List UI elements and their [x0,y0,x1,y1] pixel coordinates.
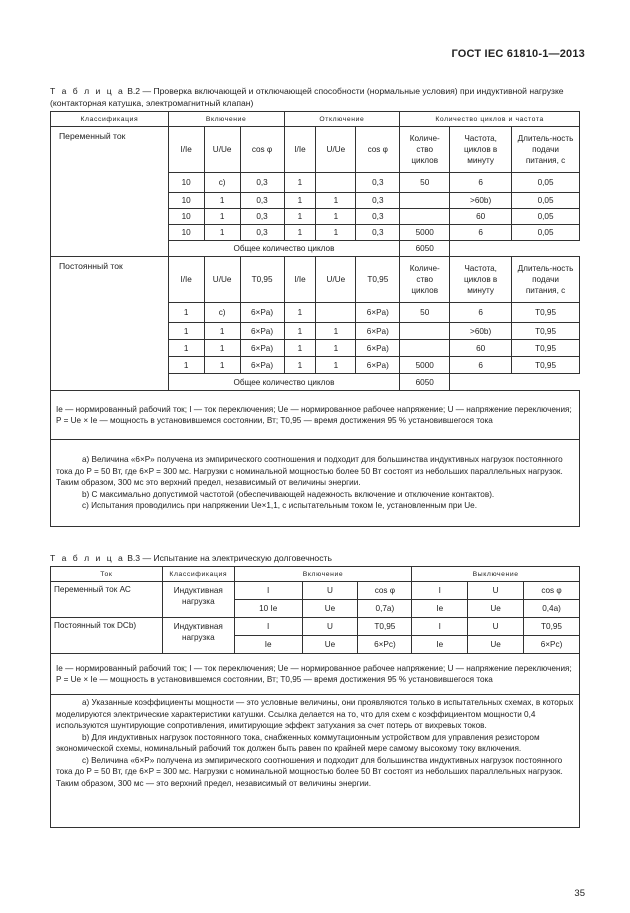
caption-text: В.3 — Испытание на электрическую долговечность [127,553,332,563]
cell: 10 Ie [234,600,302,618]
cell [400,340,450,357]
cell: 5000 [400,225,450,241]
note-b: b) Для индуктивных нагрузок постоянного тока, снабженных коммутационным устройством для управления резистором экономической схемы, номинальный рабочий ток должен быть равен по крайней мере самому высокому току включения. [56,732,540,753]
cell: 0,05 [512,193,580,209]
cell: I [234,582,302,600]
table-b2-caption [50,85,580,109]
sub-cell: Частота, циклов в минуту [450,127,512,173]
table-header-row [51,112,580,127]
cell [400,323,450,340]
sub-cell: cos φ [356,127,400,173]
table-b3 [50,566,580,828]
caption-text: В.2 — Проверка включающей и отключающей способности (нормальные условия) при индуктивной нагрузке (контакторная катушка, электромагнитный клапан) [50,86,564,108]
cell: 6×Pa) [356,303,400,323]
cell: c) [204,173,240,193]
cell: 1 [316,340,356,357]
header-classification: Классификация [162,567,234,582]
total-value: 6050 [400,241,450,257]
cell: cos φ [358,582,412,600]
cell: 6×Pa) [240,323,284,340]
cell: 1 [204,225,240,241]
cell: 1 [168,303,204,323]
cell: 1 [204,209,240,225]
cell: 1 [204,323,240,340]
sub-cell: I/Ie [168,127,204,173]
cell: 6 [450,357,512,374]
cell: 1 [284,173,316,193]
note-b: b) С максимально допустимой частотой (обеспечивающей надежность включение и отключение контактов). [82,489,495,499]
page-number: 35 [574,888,585,899]
cell [316,173,356,193]
sub-cell: T0,95 [356,257,400,303]
notes [51,695,580,828]
cell: 1 [204,357,240,374]
cell: 10 [168,209,204,225]
cell: 6×Pa) [356,357,400,374]
header-current: Ток [51,567,163,582]
cell [400,209,450,225]
sub-cell: U/Ue [204,127,240,173]
cell: 1 [284,193,316,209]
cell: 0,05 [512,173,580,193]
cell: cos φ [524,582,580,600]
legend-row [51,391,580,440]
note-c: c) Величина «6×P» получена из эмпирического соотношения и подходит для большинства индуктивных нагрузок постоянного тока до P = 50 Вт, где 6×P = 300 мс. Нагрузки с номинальной мощностью более 50 Вт состоят из небольших параллельных нагрузок. Таким образом, 300 мс — это верхний предел, независимый от величины энергии. [56,755,563,788]
cell: 1 [316,209,356,225]
cell: U [468,618,524,636]
cell: I [412,618,468,636]
cell: 6×Pa) [356,340,400,357]
cell: Ie [234,636,302,654]
cell: T0,95 [512,357,580,374]
cell: 0,05 [512,209,580,225]
cell: T0,95 [512,323,580,340]
sub-cell: Количе-ство циклов [400,257,450,303]
sub-cell: I/Ie [168,257,204,303]
cell [400,193,450,209]
cell: 1 [168,357,204,374]
total-label: Общее количество циклов [168,374,400,391]
legend-row [51,654,580,695]
cell: 1 [284,357,316,374]
dc-label: Постоянный ток DCb) [51,618,163,654]
sub-cell: I/Ie [284,257,316,303]
sub-cell: U/Ue [204,257,240,303]
cell: T0,95 [512,340,580,357]
cell: 6 [450,173,512,193]
cell: U [302,618,358,636]
cell: 0,3 [240,173,284,193]
cell: 10 [168,173,204,193]
notes-row [51,440,580,527]
dc-label: Постоянный ток [51,257,169,391]
cell: 1 [284,225,316,241]
sub-cell: Количе-ство циклов [400,127,450,173]
cell: T0,95 [358,618,412,636]
cell: 0,3 [356,193,400,209]
cell: 1 [284,303,316,323]
cell: 0,3 [240,193,284,209]
ac-label: Переменный ток АС [51,582,163,618]
total-value: 6050 [400,374,450,391]
table-row [51,582,580,600]
cell: 0,05 [512,225,580,241]
header-switch-on: Включение [234,567,412,582]
cell: 6×Pa) [240,340,284,357]
cell: 0,3 [240,225,284,241]
cell: U [468,582,524,600]
cell: T0,95 [524,618,580,636]
cell: 6×Pc) [358,636,412,654]
cell: 6 [450,303,512,323]
header-switch-on: Включение [168,112,284,127]
notes-row [51,695,580,828]
cell: 1 [204,340,240,357]
header-cycles: Количество циклов и частота [400,112,580,127]
cell: Ie [412,636,468,654]
caption-prefix: Т а б л и ц а [50,86,125,96]
cell: 1 [168,323,204,340]
cell: T0,95 [512,303,580,323]
cell: 1 [284,340,316,357]
cell: 6×Pa) [240,303,284,323]
note-a: a) Указанные коэффициенты мощности — это условные величины, они проявляются только в испытательных схемах, в которых моделируются электрические характеристики катушки. Ссылка делается на то, что для схем с коэффициентом мощности 0,4 используются шунтирующие сопротивления, имитирующие эффект затухания за счет потерь от вихревых токов. [56,698,574,730]
cell: I [234,618,302,636]
cell: 0,3 [356,173,400,193]
cell: 0,4a) [524,600,580,618]
sub-cell: Длитель-ность подачи питания, с [512,257,580,303]
sub-cell: cos φ [240,127,284,173]
total-label: Общее количество циклов [168,241,400,257]
cell: 1 [168,340,204,357]
cell: Ue [468,600,524,618]
document-header: ГОСТ IEC 61810-1—2013 [451,48,585,60]
ac-label: Переменный ток [51,127,169,257]
cell: 1 [316,225,356,241]
sub-cell: Длитель-ность подачи питания, с [512,127,580,173]
cell: c) [204,303,240,323]
table-header-row [51,567,580,582]
cell: >60b) [450,323,512,340]
note-a: a) Величина «6×P» получена из эмпирического соотношения и подходит для большинства индуктивных нагрузок постоянного тока до P = 50 Вт, где 6×P = 300 мс. Нагрузки с номинальной мощностью более 50 Вт состоят из небольших параллельных нагрузок. Таким образом, 300 мс это верхний предел, независимый от величины энергии. [56,455,563,488]
table-b3-caption [50,552,580,564]
cell: 1 [284,209,316,225]
cell: Ie [412,600,468,618]
cell: 10 [168,225,204,241]
cell: 6 [450,225,512,241]
note-c: c) Испытания проводились при напряжении Ue×1,1, с испытательным током Ie, установленным при Ue. [82,501,477,511]
cell: 1 [204,193,240,209]
cell: 5000 [400,357,450,374]
sub-cell: U/Ue [316,127,356,173]
cell: 0,3 [356,225,400,241]
cell: 10 [168,193,204,209]
cell: 50 [400,173,450,193]
empty-cell [450,374,580,391]
cell: 6×Pa) [356,323,400,340]
legend-text: Ie — нормированный рабочий ток; I — ток переключения; Ue — нормированное рабочее напряжение; U — напряжение переключения; P = Ue × Ie — мощность в установившемся состоянии, Вт; T0,95 — время достижения 95 % установившегося тока [51,391,580,440]
cell: Ue [468,636,524,654]
header-switch-off: Отключение [284,112,400,127]
empty-cell [450,241,580,257]
sub-cell: T0,95 [240,257,284,303]
cell: I [412,582,468,600]
dc-class: Индуктивная нагрузка [162,618,234,654]
cell: 60 [450,209,512,225]
cell: 0,3 [240,209,284,225]
table-row [51,618,580,636]
ac-subheader-row [51,127,580,173]
ac-class: Индуктивная нагрузка [162,582,234,618]
cell: 6×Pc) [524,636,580,654]
sub-cell: U/Ue [316,257,356,303]
cell: U [302,582,358,600]
header-classification: Классификация [51,112,169,127]
cell: 60 [450,340,512,357]
legend-text: Ie — нормированный рабочий ток; I — ток переключения; Ue — нормированное рабочее напряжение; U — напряжение переключения; P = Ue × Ie — мощность в установившемся состоянии, Вт; T0,95 — время достижения 95 % установившегося тока [51,654,580,695]
notes [51,440,580,527]
cell [316,303,356,323]
table-b2 [50,111,580,527]
cell: 1 [316,323,356,340]
cell: 6×Pa) [240,357,284,374]
sub-cell: I/Ie [284,127,316,173]
header-switch-off: Выключение [412,567,580,582]
dc-subheader-row [51,257,580,303]
cell: Ue [302,636,358,654]
cell: 1 [316,193,356,209]
cell: 1 [316,357,356,374]
cell: 0,7a) [358,600,412,618]
cell: 1 [284,323,316,340]
caption-prefix: Т а б л и ц а [50,553,125,563]
sub-cell: Частота, циклов в минуту [450,257,512,303]
cell: Ue [302,600,358,618]
cell: >60b) [450,193,512,209]
cell: 50 [400,303,450,323]
cell: 0,3 [356,209,400,225]
